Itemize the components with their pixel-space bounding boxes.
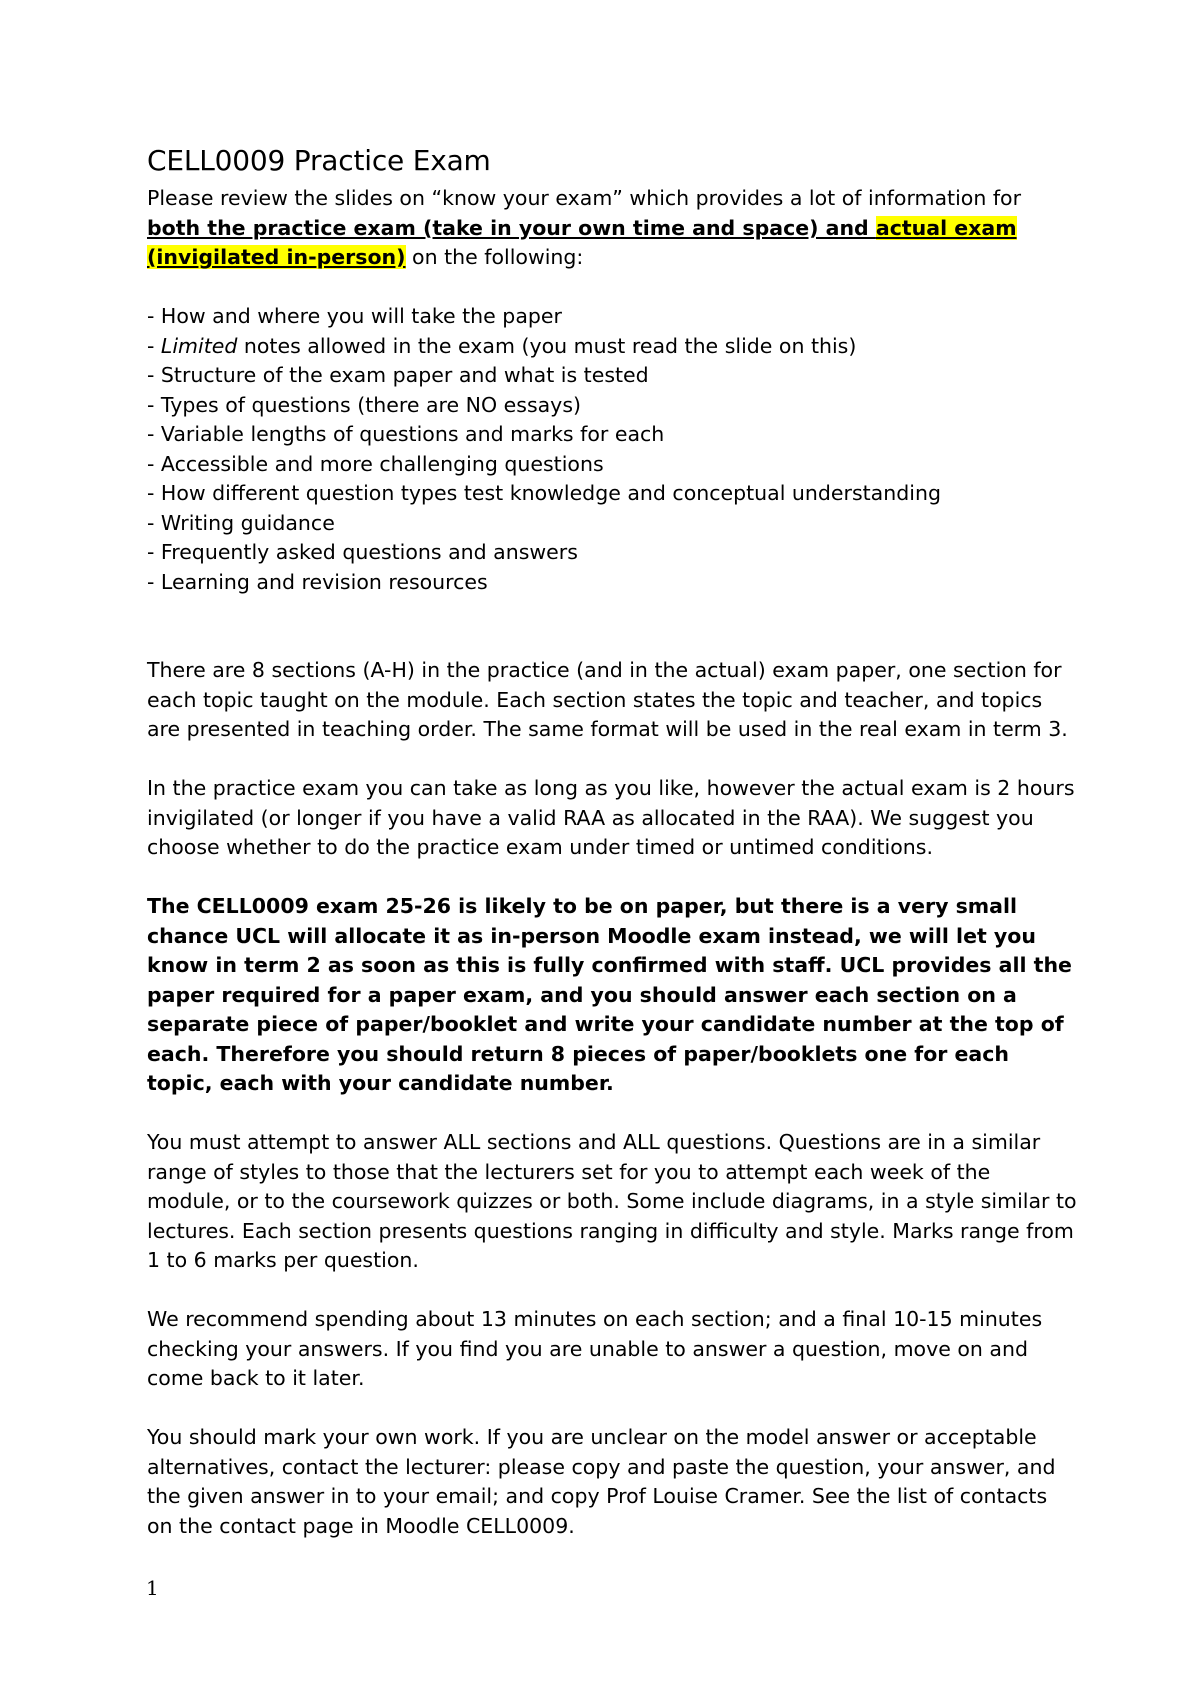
list-item-dash: -: [147, 422, 161, 446]
list-item-italic: Limited: [160, 333, 238, 358]
list-item: [147, 332, 1077, 362]
spacer: [147, 1276, 1077, 1306]
list-item-dash: -: [147, 363, 161, 387]
document-title: CELL0009 Practice Exam: [147, 144, 491, 177]
list-item: [147, 568, 1077, 598]
spacer: [147, 1394, 1077, 1424]
list-item: [147, 361, 1077, 391]
list-item: [147, 302, 1077, 332]
list-item-text: Learning and revision resources: [160, 569, 488, 594]
intro-highlighted-text: actual exam (invigilated in-person): [147, 215, 1017, 269]
list-item-text: Accessible and more challenging questions: [160, 451, 604, 476]
list-item-text: How and where you will take the paper: [160, 304, 562, 328]
list-item-text: Types of questions (there are NO essays): [160, 392, 581, 417]
page-number: 1: [146, 1576, 159, 1600]
intro-paragraph: [147, 184, 1077, 273]
intro-text: Please review the slides on “know your exam” which provides a lot of information for: [147, 186, 1022, 210]
intro-bold-underlined: both the practice exam (take in your own time and space) and: [147, 215, 876, 240]
timing-paragraph: In the practice exam you can take as long as you like, however the actual exam is 2 hours invigilated (or longer if you have a valid RAA as allocated in the RAA). We suggest you choose whether to do the practice exam under timed or untimed conditions.: [147, 776, 1075, 859]
list-item: [147, 538, 1077, 568]
list-item-dash: -: [147, 392, 161, 417]
list-item: [147, 420, 1077, 450]
document-page: [147, 143, 1077, 1541]
topic-list: [147, 302, 1077, 597]
paper-format-paragraph: The CELL0009 exam 25-26 is likely to be on paper, but there is a very small chance UCL will allocate it as in-person Moodle exam instead, we will let you know in term 2 as soon as this is fully confirmed with staff. UCL provides all the paper required for a paper exam, and you should answer each section on a separate piece of paper/booklet and write your candidate number at the top of each. Therefore you should return 8 pieces of paper/booklets one for each topic, each with your candidate number.: [147, 894, 1072, 1095]
list-item-text: Frequently asked questions and answers: [160, 540, 578, 564]
sections-paragraph: There are 8 sections (A-H) in the practice (and in the actual) exam paper, one section for each topic taught on the module. Each section states the topic and teacher, and topics are presented in teaching order. The same format will be used in the real exam in term 3.: [147, 658, 1068, 741]
list-item: [147, 479, 1077, 509]
list-item-dash: -: [147, 481, 161, 505]
list-item-dash: -: [147, 451, 161, 476]
marking-paragraph: You should mark your own work. If you are unclear on the model answer or acceptable alternatives, contact the lecturer: please copy and paste the question, your answer, and the given answer in to your email; and copy Prof Louise Cramer. See the list of contacts on the contact page in Moodle CELL0009.: [147, 1425, 1056, 1538]
list-item-text: Variable lengths of questions and marks for each: [160, 422, 665, 446]
list-item-dash: -: [147, 333, 161, 358]
list-item: [147, 509, 1077, 539]
list-item: [147, 391, 1077, 421]
list-item-text: Structure of the exam paper and what is tested: [160, 363, 649, 387]
spacer: [147, 863, 1077, 893]
list-item-dash: -: [147, 540, 161, 564]
list-item-text: notes allowed in the exam (you must read the slide on this): [237, 333, 857, 358]
list-item-dash: -: [147, 304, 161, 328]
list-item-dash: -: [147, 510, 161, 535]
intro-trailing-text: on the following:: [405, 245, 584, 269]
list-item: [147, 450, 1077, 480]
spacer: [147, 1099, 1077, 1129]
spacer: [147, 597, 1077, 656]
attempt-all-paragraph: You must attempt to answer ALL sections and ALL questions. Questions are in a similar range of styles to those that the lecturers set for you to attempt each week of the module, or to the coursework quizzes or both. Some include diagrams, in a style similar to lectures. Each section presents questions ranging in difficulty and style. Marks range from 1 to 6 marks per question.: [147, 1130, 1077, 1272]
spacer: [147, 745, 1077, 775]
recommend-paragraph: We recommend spending about 13 minutes on each section; and a final 10-15 minutes checking your answers. If you find you are unable to answer a question, move on and come back to it later.: [147, 1307, 1043, 1390]
list-item-text: Writing guidance: [160, 510, 335, 535]
list-item-text: How different question types test knowledge and conceptual understanding: [160, 481, 941, 505]
list-item-dash: -: [147, 569, 161, 594]
